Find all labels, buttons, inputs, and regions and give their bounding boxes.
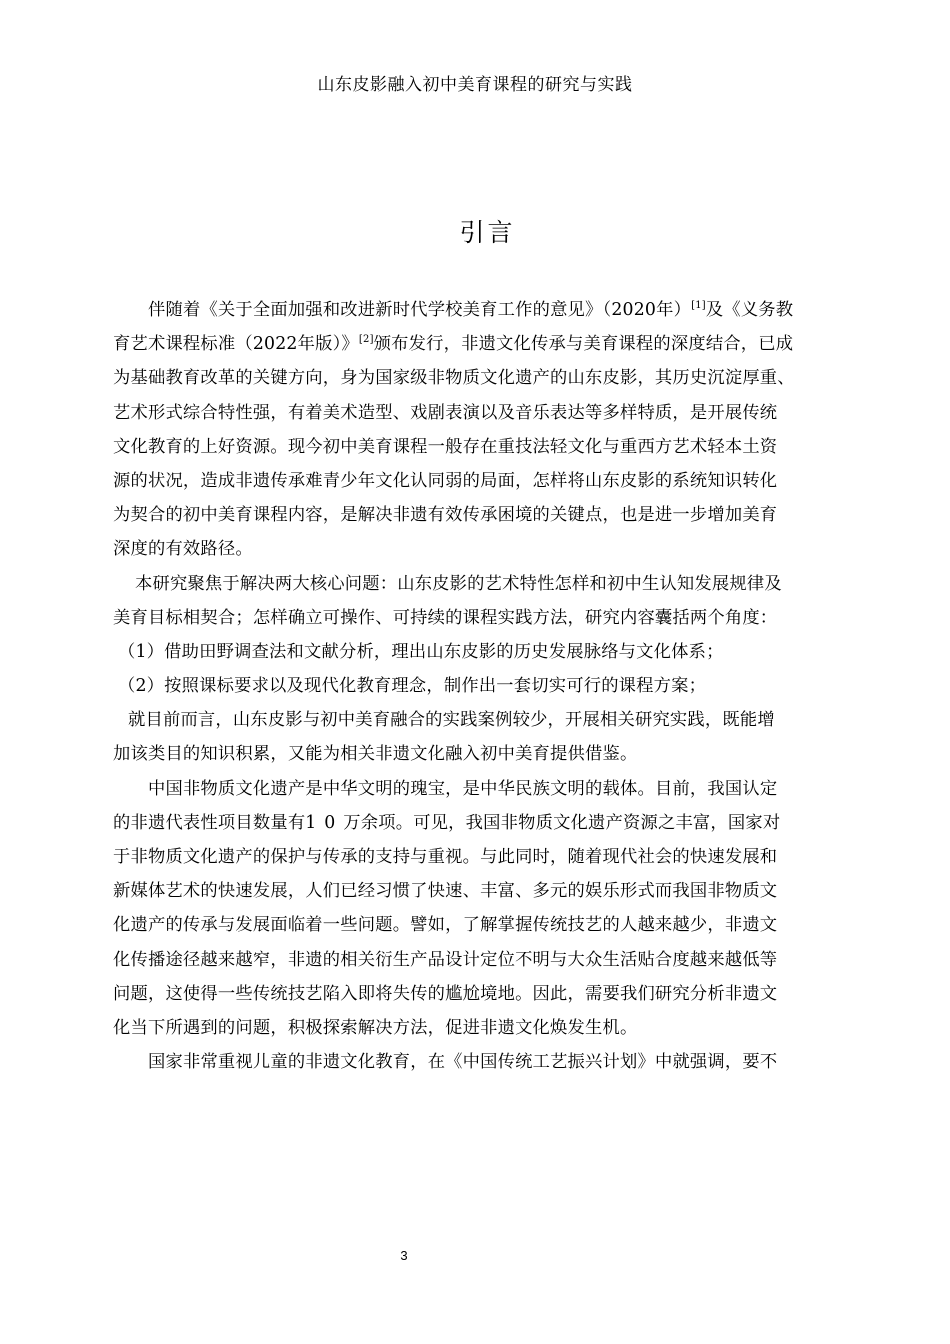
paragraph-1-line-4: 艺术形式综合特性强，有着美术造型、戏剧表演以及音乐表达等多样特质，是开展传统 [113, 402, 778, 423]
citation-ref-1: [1] [691, 300, 706, 311]
text-span: 及《义务教 [705, 300, 794, 320]
paragraph-1-line-8: 深度的有效路径。 [113, 539, 253, 560]
body-text [113, 293, 858, 1079]
paragraph-1-line-6: 源的状况，造成非遗传承难青少年文化认同弱的局面，怎样将山东皮影的系统知识转化 [113, 470, 778, 491]
list-item-2: （2）按照课标要求以及现代化教育理念，制作出一套切实可行的课程方案； [118, 676, 707, 697]
paragraph-4-line-2 [113, 806, 858, 840]
paragraph-2-line-2: 美育目标相契合；怎样确立可操作、可持续的课程实践方法，研究内容囊括两个角度： [113, 607, 778, 628]
text-span: 的非遗代表性项目数量有 [113, 812, 306, 833]
paragraph-1-line-7: 为契合的初中美育课程内容，是解决非遗有效传承困境的关键点，也是进一步增加美育 [113, 505, 778, 526]
paragraph-1-line-2 [113, 327, 858, 361]
page-number: 3 [400, 1248, 408, 1263]
paragraph-5-line-1: 国家非常重视儿童的非遗文化教育，在《中国传统工艺振兴计划》中就强调，要不 [148, 1052, 778, 1073]
paragraph-4-line-7: 问题，这使得一些传统技艺陷入即将失传的尴尬境地。因此，需要我们研究分析非遗文 [113, 983, 778, 1004]
paragraph-1-line-5: 文化教育的上好资源。现今初中美育课程一般存在重技法轻文化与重西方艺术轻本土资 [113, 436, 778, 457]
paragraph-1-line-1 [113, 293, 858, 327]
paragraph-3-line-2: 加该类目的知识积累，又能为相关非遗文化融入初中美育提供借鉴。 [113, 744, 638, 765]
paragraph-4-line-6: 化传播途径越来越窄，非遗的相关衍生产品设计定位不明与大众生活贴合度越来越低等 [113, 949, 778, 970]
text-span: 万余项。可见，我国非物质文化遗产资源之丰富，国家对 [343, 812, 781, 833]
paragraph-1-line-3: 为基础教育改革的关键方向，身为国家级非物质文化遗产的山东皮影，其历史沉淀厚重、 [113, 368, 795, 389]
citation-ref-2: [2] [358, 334, 374, 346]
paragraph-4-line-5: 化遗产的传承与发展面临着一些问题。譬如，了解掌握传统技艺的人越来越少，非遗文 [113, 915, 778, 936]
spaced-number: 10 [305, 812, 344, 833]
text-span: 伴随着《关于全面加强和改进新时代学校美育工作的意见》（2020年） [148, 300, 692, 320]
paragraph-4-line-4: 新媒体艺术的快速发展，人们已经习惯了快速、丰富、多元的娱乐形式而我国非物质文 [113, 881, 778, 902]
section-title: 引言 [459, 218, 516, 247]
paragraph-4-line-3: 于非物质文化遗产的保护与传承的支持与重视。与此同时，随着现代社会的快速发展和 [113, 847, 778, 867]
running-header: 山东皮影融入初中美育课程的研究与实践 [317, 75, 633, 95]
paragraph-4-line-8: 化当下所遇到的问题，积极探索解决方法，促进非遗文化焕发生机。 [113, 1017, 638, 1038]
text-span: 颁布发行，非遗文化传承与美育课程的深度结合，已成 [373, 334, 794, 355]
text-span: 育艺术课程标准（2022年版）》 [113, 334, 359, 355]
paragraph-4-line-1: 中国非物质文化遗产是中华文明的瑰宝，是中华民族文明的载体。目前，我国认定 [148, 778, 778, 799]
paragraph-2-line-1: 本研究聚焦于解决两大核心问题：山东皮影的艺术特性怎样和初中生认知发展规律及 [135, 573, 782, 594]
paragraph-3-line-1: 就目前而言，山东皮影与初中美育融合的实践案例较少，开展相关研究实践，既能增 [128, 710, 775, 731]
list-item-1: （1）借助田野调查法和文献分析，理出山东皮影的历史发展脉络与文化体系； [118, 641, 724, 662]
